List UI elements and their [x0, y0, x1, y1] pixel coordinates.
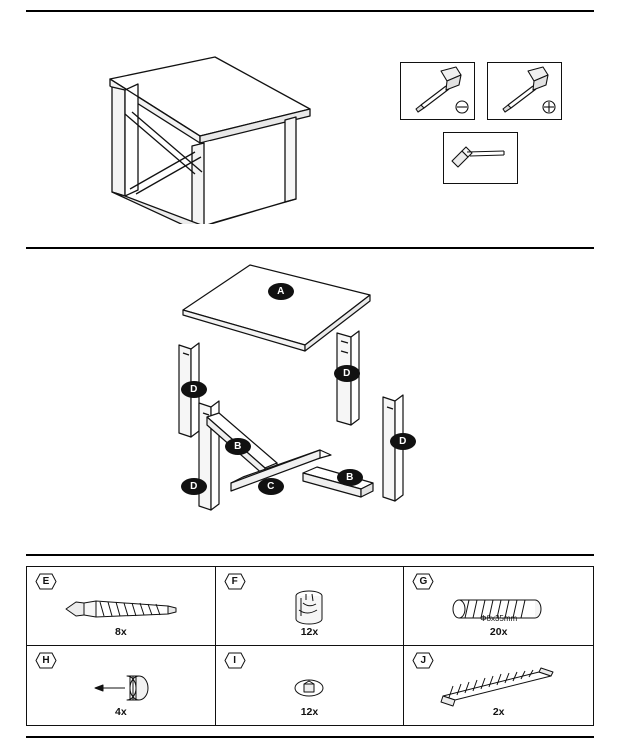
callout-d-left-front: D [181, 478, 207, 495]
callout-c: C [258, 478, 284, 495]
part-spec-g: Φ8x35mm [480, 614, 518, 623]
divider-bottom [26, 736, 594, 738]
part-qty-f: 12x [300, 626, 319, 638]
part-label-i: I [224, 652, 246, 669]
callout-b-left: B [225, 438, 251, 455]
callout-b-right: B [337, 469, 363, 486]
part-qty-e: 8x [114, 626, 127, 638]
tool-box-hammer [443, 132, 518, 184]
part-qty-g: 20x [489, 626, 508, 638]
tool-box-flathead [400, 62, 475, 120]
part-qty-j: 2x [492, 706, 505, 718]
divider-step1-step2 [26, 247, 594, 249]
callout-d-right-front: D [390, 433, 416, 450]
divider-step2-parts [26, 554, 594, 556]
part-label-h: H [35, 652, 57, 669]
part-label-g: G [412, 573, 434, 590]
part-cell-j [404, 646, 593, 725]
part-label-f: F [224, 573, 246, 590]
part-qty-i: 12x [300, 706, 319, 718]
part-qty-h: 4x [114, 706, 127, 718]
parts-list-table [26, 566, 594, 726]
finished-product-illustration [80, 24, 340, 224]
callout-d-left-rear: D [181, 381, 207, 398]
callout-d-right-rear: D [334, 365, 360, 382]
part-cell-e [27, 567, 216, 646]
part-cell-g [404, 567, 593, 646]
part-cell-i [216, 646, 405, 725]
part-label-e: E [35, 573, 57, 590]
divider-top [26, 10, 594, 12]
part-label-j: J [412, 652, 434, 669]
callout-a: A [268, 283, 294, 300]
part-cell-f [216, 567, 405, 646]
part-cell-h [27, 646, 216, 725]
tool-box-phillips [487, 62, 562, 120]
